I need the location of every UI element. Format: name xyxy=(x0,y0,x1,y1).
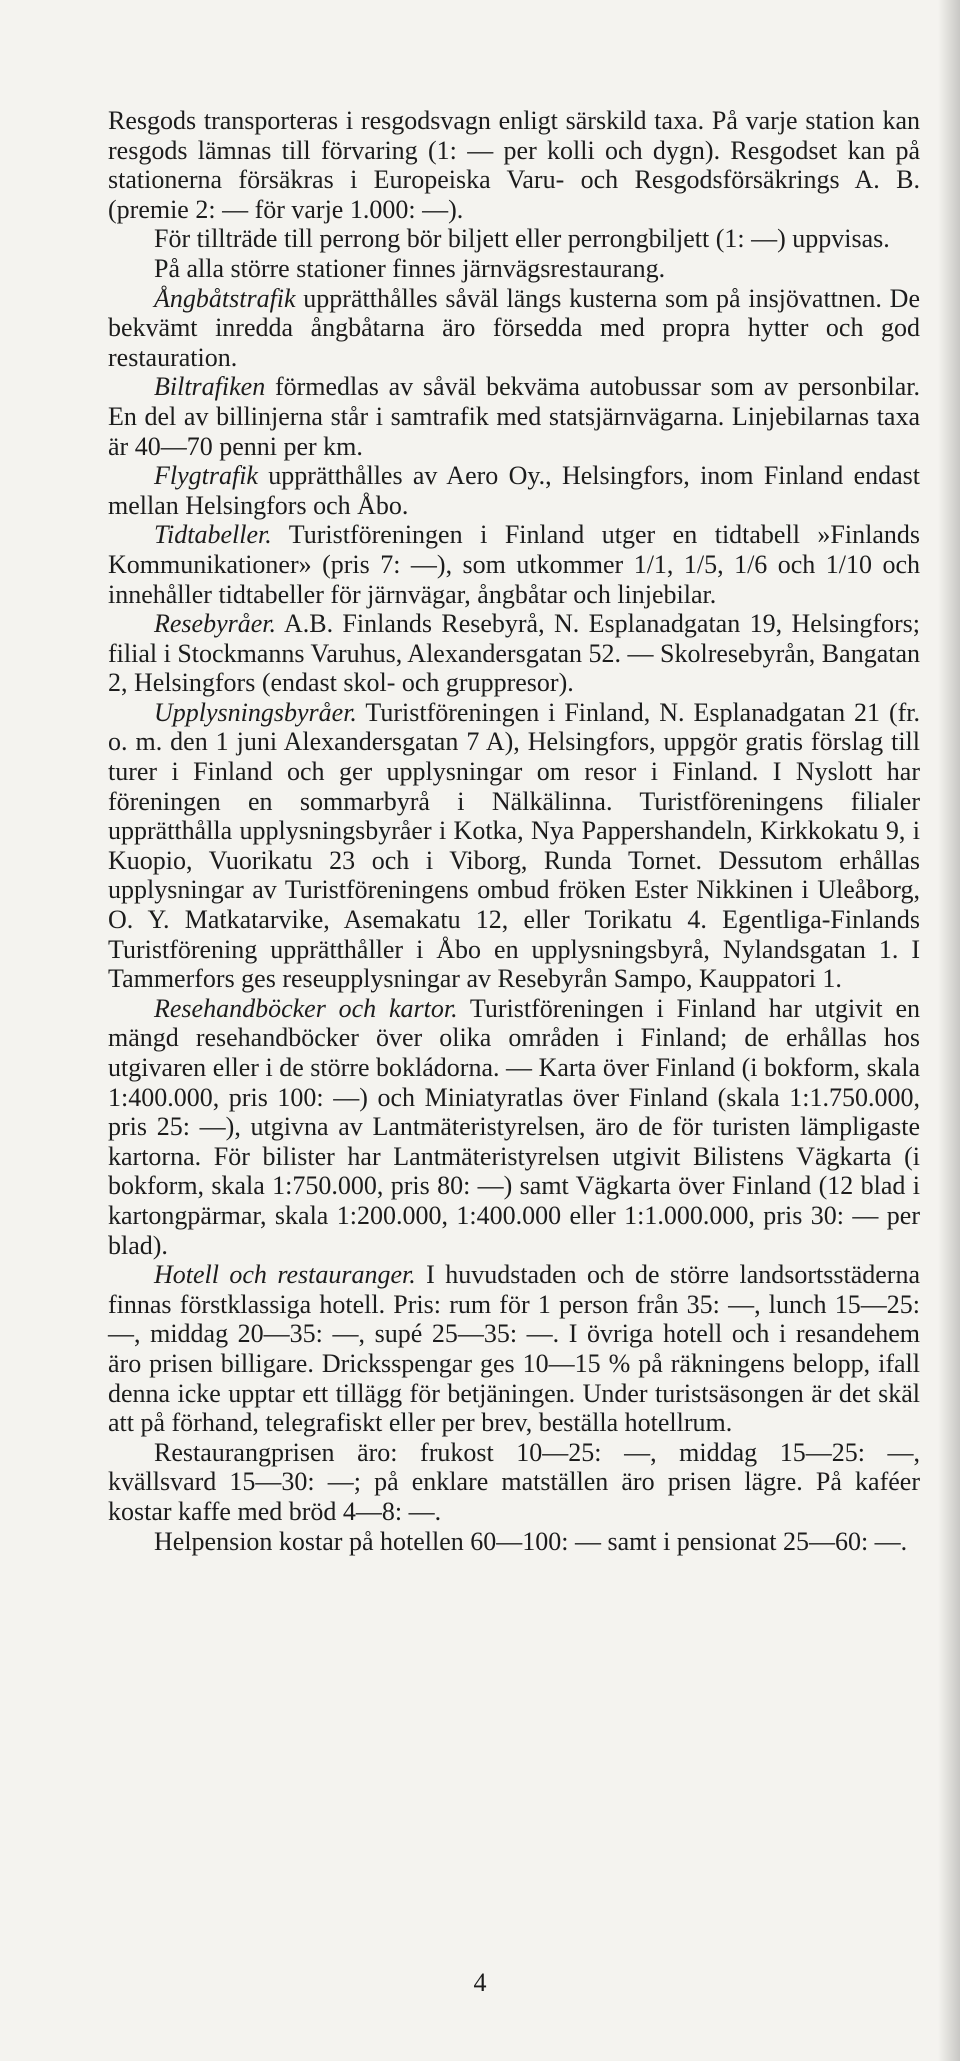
paragraph-resgods xyxy=(108,106,920,224)
paragraph-text: För tillträde till perrong bör biljett eller perrongbiljett (1: —) uppvisas. xyxy=(154,224,890,254)
paragraph-lead: Biltrafiken xyxy=(154,372,266,402)
paragraph-restaurang xyxy=(108,254,920,284)
paragraph-text: förmedlas av såväl bekväma autobussar som av personbilar. En del av billinjerna står i samtrafik med statsjärnvägarna. Linjebilarnas taxa är 40—70 penni per km. xyxy=(108,372,920,461)
paragraph-resehandbocker xyxy=(108,994,920,1260)
paragraph-lead: Resehandböcker och kartor. xyxy=(154,993,458,1023)
page-edge-shadow xyxy=(938,0,960,2061)
paragraph-text: Resgods transporteras i resgodsvagn enligt särskild taxa. På varje station kan resgods lämnas till förvaring (1: — per kolli och dygn). Resgodset kan på stationerna försäkras i Europeiska Varu- och Resgodsförsäkrings A. B. (premie 2: — för varje 1.000: —). xyxy=(108,106,920,224)
paragraph-angbatstrafik xyxy=(108,284,920,373)
paragraph-text: Turistföreningen i Finland utger en tidtabell »Finlands Kommunikationer» (pris 7: —), som utkommer 1/1, 1/5, 1/6 och 1/10 och innehåller tidtabeller för järnvägar, ångbåtar och linjebilar. xyxy=(108,520,920,609)
paragraph-lead: Resebyråer. xyxy=(154,609,277,639)
paragraph-restaurangprisen xyxy=(108,1438,920,1527)
paragraph-tidtabeller xyxy=(108,520,920,609)
paragraph-upplysningsbyraer xyxy=(108,698,920,994)
paragraph-text: Restaurangprisen äro: frukost 10—25: —, middag 15—25: —, kvällsvard 15—30: —; på enklare matställen äro prisen lägre. På kaféer kostar kaffe med bröd 4—8: —. xyxy=(108,1437,920,1526)
paragraph-text: Turistföreningen i Finland har utgivit en mängd resehandböcker över olika områden i Finland; de erhållas hos utgivaren eller i de större bokládorna. — Karta över Finland (i bokform, skala 1:400.000, pris 100: —) och Miniatyratlas över Finland (skala 1:1.750.000, pris 25: —), utgivna av Lantmäteristyrelsen, äro de för turisten lämpligaste kartorna. För bilister har Lantmäteristyrelsen utgivit Bilistens Vägkarta (i bokform, skala 1:750.000, pris 80: —) samt Vägkarta över Finland (12 blad i kartongpärmar, skala 1:200.000, 1:400.000 eller 1:1.000.000, pris 30: — per blad). xyxy=(108,993,920,1260)
paragraph-lead: Tidtabeller. xyxy=(154,520,272,550)
paragraph-text: Helpension kostar på hotellen 60—100: — samt i pensionat 25—60: —. xyxy=(154,1526,908,1556)
paragraph-hotell xyxy=(108,1260,920,1438)
paragraph-text: upprätthålles av Aero Oy., Helsingfors, inom Finland endast mellan Helsingfors och Åbo. xyxy=(108,461,920,520)
paragraph-text: Turistföreningen i Finland, N. Esplanadgatan 21 (fr. o. m. den 1 juni Alexandersgatan 7 A), Helsingfors, uppgör gratis förslag till turer i Finland och ger upplysningar om resor i Finland. I Nyslott har föreningen en sommarbyrå i Nälkälinna. Turistföreningens filialer upprätthålla upplysningsbyråer i Kotka, Nya Pappershandeln, Kirkkokatu 9, i Kuopio, Vuorikatu 23 och i Viborg, Runda Tornet. Dessutom erhållas upplysningar av Turistföreningens ombud fröken Ester Nikkinen i Uleåborg, O. Y. Matkatarvike, Asemakatu 12, eller Torikatu 4. Egentliga-Finlands Turistförening upprätthåller i Åbo en upplysningsbyrå, Nylandsgatan 1. I Tammerfors ges reseupplysningar av Resebyrån Sampo, Kauppatori 1. xyxy=(108,697,920,994)
paragraph-lead: Ångbåtstrafik xyxy=(154,283,296,313)
paragraph-text: På alla större stationer finnes järnvägsrestaurang. xyxy=(154,253,666,283)
page-number: 4 xyxy=(473,1968,487,1997)
body-text xyxy=(108,106,920,1556)
paragraph-text: I huvudstaden och de större landsortsstäderna finnas förstklassiga hotell. Pris: rum för 1 person från 35: —, lunch 15—25: —, middag 20—35: —, supé 25—35: —. I övriga hotell och i resandehem äro prisen billigare. Dricksspengar ges 10—15 % på räkningens belopp, ifall denna icke upptar ett tillägg för betjäningen. Under turistsäsongen är det skäl att på förhand, telegrafiskt eller per brev, beställa hotellrum. xyxy=(108,1260,920,1438)
paragraph-biltrafiken xyxy=(108,372,920,461)
paragraph-lead: Upplysningsbyråer. xyxy=(154,697,357,727)
paragraph-flygtrafik xyxy=(108,461,920,520)
paragraph-lead: Flygtrafik xyxy=(154,461,258,491)
paragraph-lead: Hotell och restauranger. xyxy=(154,1260,416,1290)
paragraph-text: upprätthålles såväl längs kusterna som på insjövattnen. De bekvämt inredda ångbåtarna äro försedda med propra hytter och god restauration. xyxy=(108,283,920,372)
paragraph-helpension xyxy=(108,1527,920,1557)
paragraph-text: A.B. Finlands Resebyrå, N. Esplanadgatan 19, Helsingfors; filial i Stockmanns Varuhus, Alexandersgatan 52. — Skolresebyrån, Bangatan 2, Helsingfors (endast skol- och gruppresor). xyxy=(108,609,920,698)
paragraph-resebyraer xyxy=(108,609,920,698)
paragraph-perrong xyxy=(108,224,920,254)
